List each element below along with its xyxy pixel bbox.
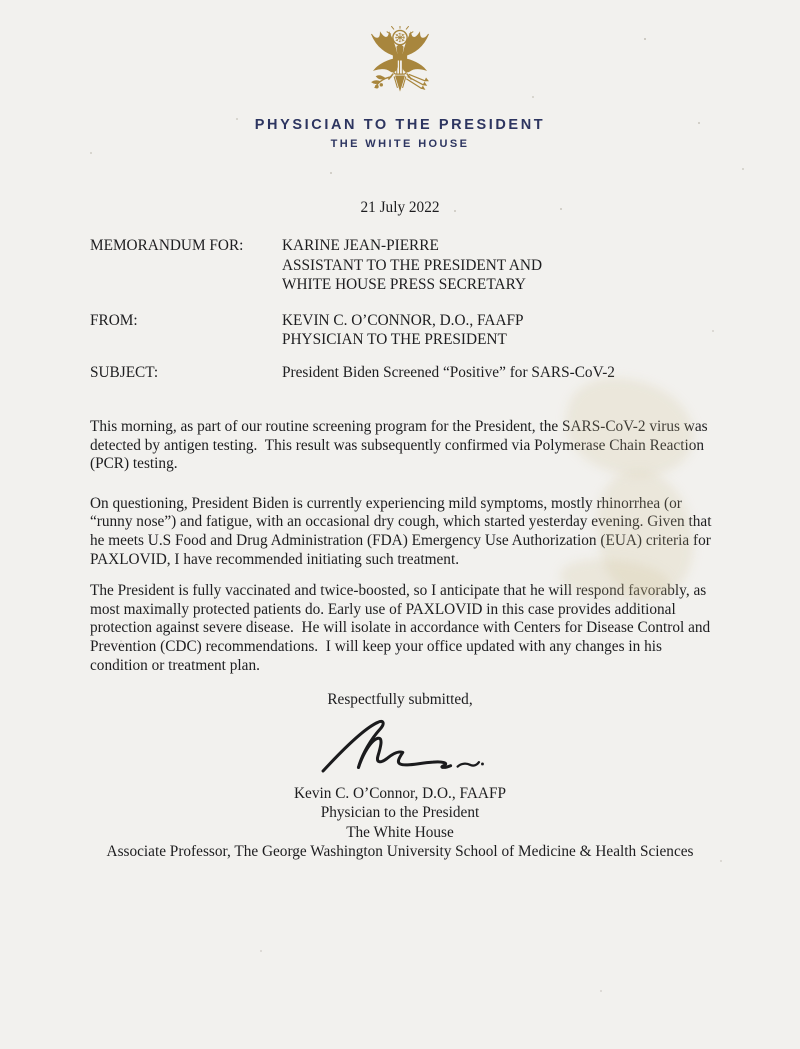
memo-field-subject — [90, 363, 712, 383]
signer-title-3: Associate Professor, The George Washington University School of Medicine & Health Sciences — [106, 843, 694, 861]
paragraph-2: On questioning, President Biden is currently experiencing mild symptoms, mostly rhinorrhea (or “runny nose”) and fatigue, with an occasional dry cough, which started yesterday evening. Given that he meets U.S Food and Drug Administration (FDA) Emergency Use Authorization (EUA) criteria for PAXLOVID, I have recommended initiating such treatment. — [90, 494, 712, 568]
field-label: FROM: — [90, 311, 138, 329]
handwritten-signature — [0, 717, 800, 779]
sender-name: KEVIN C. O’CONNOR, D.O., FAAFP — [282, 311, 524, 329]
field-label: SUBJECT: — [90, 363, 159, 381]
letterhead-title: PHYSICIAN TO THE PRESIDENT — [254, 117, 546, 133]
memo-date: 21 July 2022 — [360, 199, 440, 216]
paragraph-3: The President is fully vaccinated and twice-boosted, so I anticipate that he will respond favorably, as most maximally protected patients do. Early use of PAXLOVID in this case provides additional protection against severe disease. He will isolate in accordance with Centers for Disease Control and Prevention (CDC) recommendations. I will keep your office updated with any changes in his condition or treatment plan. — [90, 582, 711, 674]
paragraph-1: This morning, as part of our routine screening program for the President, the SARS-CoV-2 virus was detected by antigen testing. This result was subsequently confirmed via Polymerase Chain Reaction (PCR) testing. — [90, 418, 708, 473]
field-label: MEMORANDUM FOR: — [90, 237, 244, 254]
presidential-eagle-seal-icon — [0, 26, 800, 108]
memo-body — [90, 418, 712, 675]
field-value — [282, 363, 615, 383]
field-value — [282, 236, 542, 295]
scan-speckles — [0, 0, 2, 2]
letterhead-subtitle: THE WHITE HOUSE — [330, 138, 470, 150]
signer-title-1: Physician to the President — [320, 804, 480, 822]
signer-title-2: The White House — [346, 823, 454, 841]
signer-name: Kevin C. O’Connor, D.O., FAAFP — [294, 785, 506, 803]
sender-title: PHYSICIAN TO THE PRESIDENT — [282, 331, 507, 348]
subject-text: President Biden Screened “Positive” for SARS-CoV-2 — [282, 363, 615, 381]
signature-block — [0, 784, 800, 861]
memo-field-from — [90, 311, 712, 350]
recipient-name: KARINE JEAN-PIERRE — [282, 237, 439, 254]
letterhead — [0, 0, 800, 150]
field-value — [282, 311, 524, 350]
recipient-title-1: ASSISTANT TO THE PRESIDENT AND — [282, 256, 542, 274]
memo-header-fields — [90, 236, 712, 382]
memo-field-recipient — [90, 236, 712, 295]
recipient-title-2: WHITE HOUSE PRESS SECRETARY — [282, 276, 526, 293]
closing-salutation: Respectfully submitted, — [327, 691, 473, 709]
